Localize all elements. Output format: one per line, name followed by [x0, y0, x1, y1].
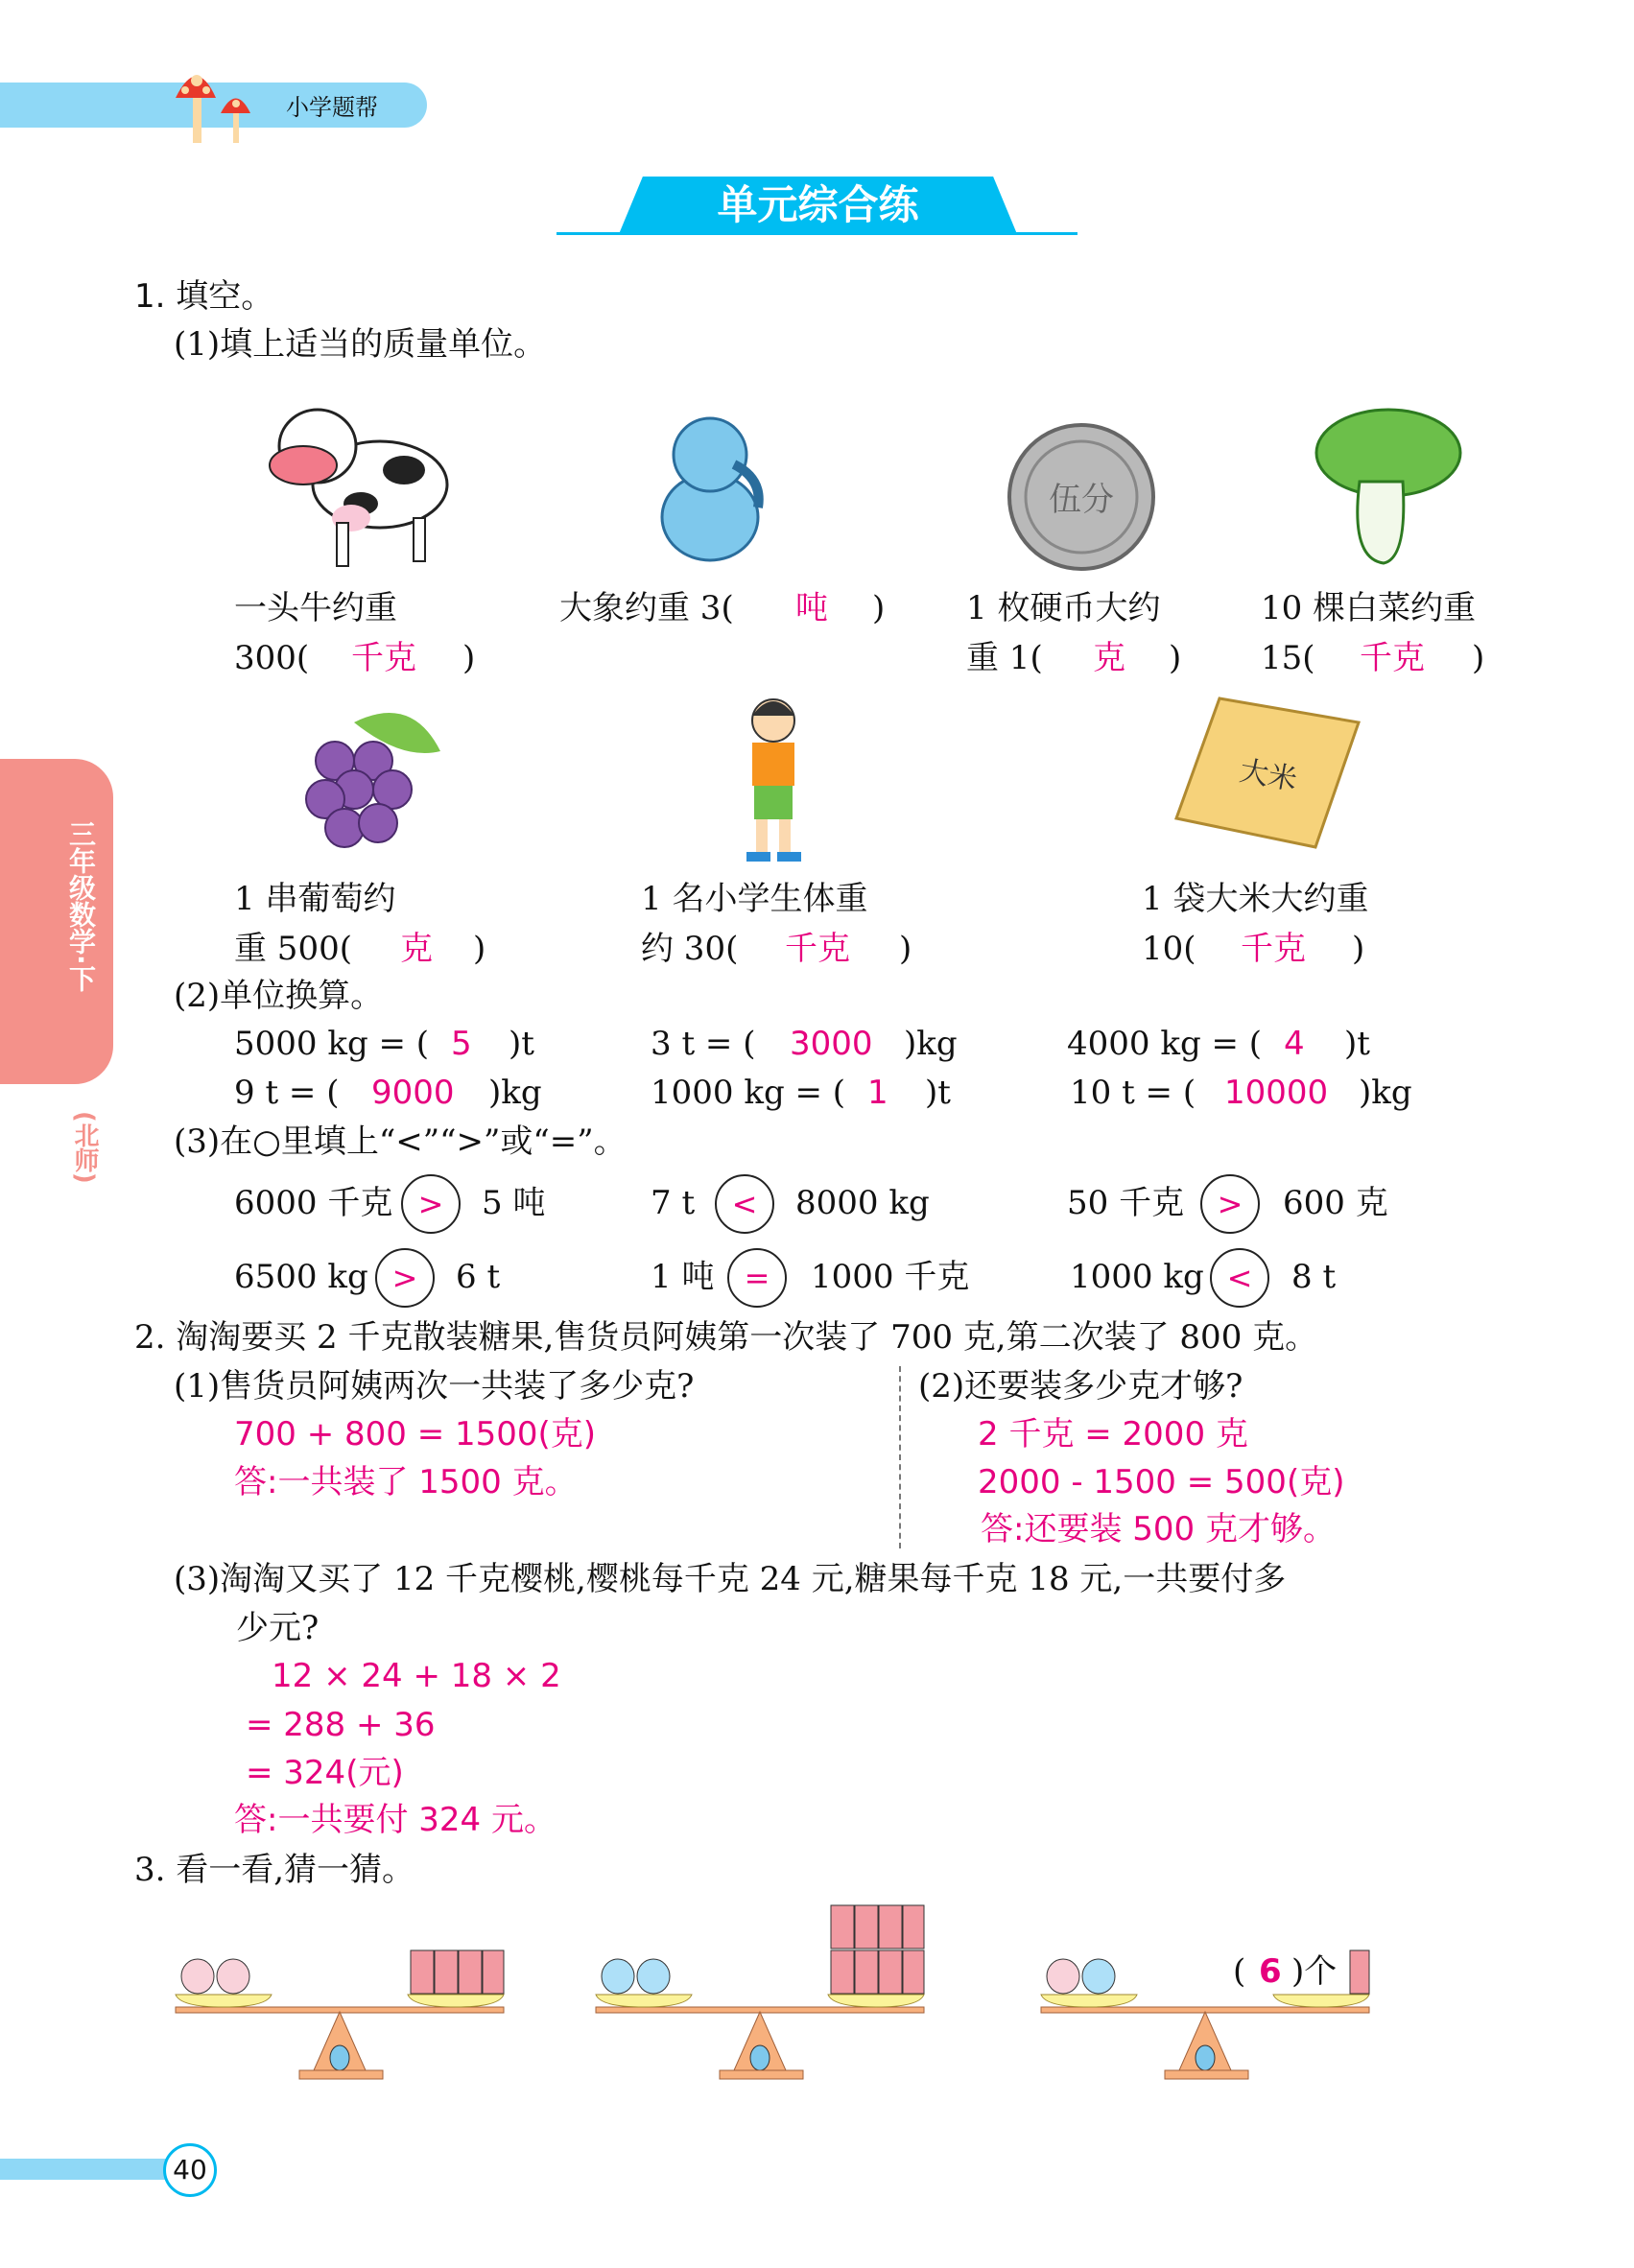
rice-close: ) [1352, 930, 1365, 968]
conv-2-post: )t [1344, 1025, 1370, 1063]
q2-p3-line-3[interactable]: 答:一共要付 324 元。 [234, 1801, 557, 1839]
student-text-line2: 约 30( [641, 930, 739, 968]
cmp-3-a: 6500 kg [234, 1258, 368, 1296]
q1-heading: 1. 填空。 [134, 277, 274, 316]
cmp-1-op[interactable]: < [715, 1174, 774, 1234]
q2-p3-line-0[interactable]: 12 × 24 + 18 × 2 [272, 1657, 561, 1695]
conv-1-answer[interactable]: 3000 [790, 1025, 873, 1063]
scale-1 [176, 1950, 504, 2079]
student-text-line1: 1 名小学生体重 [641, 880, 868, 918]
q3-answer[interactable]: 6 [1259, 1952, 1282, 1991]
conv-5-pre: 10 t = ( [1070, 1074, 1196, 1112]
conv-5-answer[interactable]: 10000 [1224, 1074, 1329, 1112]
q2-p2-line-1[interactable]: 2000 - 1500 = 500(克) [978, 1463, 1345, 1501]
boy-image [716, 687, 832, 864]
grapes-text-line1: 1 串葡萄约 [234, 880, 396, 918]
q2-p1-line-0[interactable]: 700 + 800 = 1500(克) [234, 1415, 597, 1453]
page-number: 40 [163, 2143, 217, 2197]
coin-text-line2: 重 1( [966, 639, 1043, 677]
cabbage-close: ) [1472, 639, 1485, 677]
q3-heading: 3. 看一看,猜一猜。 [134, 1851, 415, 1889]
cow-text-line2: 300( [234, 639, 310, 677]
conv-0-answer[interactable]: 5 [451, 1025, 472, 1063]
coin-text-line1: 1 枚硬币大约 [966, 589, 1161, 627]
q2-p1-label: (1)售货员阿姨两次一共装了多少克? [174, 1367, 695, 1406]
cmp-4-a: 1 吨 [651, 1258, 715, 1296]
conv-4-pre: 1000 kg = ( [651, 1074, 846, 1112]
conv-4-answer[interactable]: 1 [867, 1074, 888, 1112]
rice-text-line1: 1 袋大米大约重 [1142, 880, 1369, 918]
coin-label: 伍分 [1049, 481, 1114, 519]
cmp-0-op[interactable]: > [401, 1174, 461, 1234]
cmp-2-op[interactable]: > [1200, 1174, 1260, 1234]
conv-0-post: )t [509, 1025, 534, 1063]
student-answer[interactable]: 千克 [785, 930, 850, 968]
q2-p2-label: (2)还要装多少克才够? [918, 1367, 1243, 1406]
q1-p3-label: (3)在○里填上“<”“>”或“=”。 [174, 1122, 627, 1161]
rice-bag-image [1172, 694, 1363, 853]
conv-2-answer[interactable]: 4 [1284, 1025, 1305, 1063]
q2-heading: 2. 淘淘要买 2 千克散装糖果,售货员阿姨第一次装了 700 克,第二次装了 800 克。 [134, 1318, 1318, 1357]
side-tab-edition: (北师) [70, 1111, 99, 1184]
coin-close: ) [1169, 639, 1182, 677]
divider-dashed [899, 1366, 901, 1548]
coin-image [1005, 422, 1158, 573]
conv-2-pre: 4000 kg = ( [1067, 1025, 1263, 1063]
conv-4-post: )t [925, 1074, 951, 1112]
brand-label: 小学题帮 [286, 94, 378, 121]
q2-p2-line-0[interactable]: 2 千克 = 2000 克 [978, 1415, 1248, 1453]
conv-3-answer[interactable]: 9000 [371, 1074, 455, 1112]
scale-2 [596, 1905, 924, 2079]
coin-answer[interactable]: 克 [1093, 639, 1125, 677]
cmp-0-a: 6000 千克 [234, 1184, 393, 1222]
cmp-3-op[interactable]: > [375, 1248, 435, 1308]
q2-p3-label-2: 少元? [236, 1609, 320, 1647]
q3-answer-open: ( [1233, 1952, 1246, 1991]
grapes-text-line2: 重 500( [234, 930, 352, 968]
cmp-5-op[interactable]: < [1210, 1248, 1269, 1308]
grapes-close: ) [473, 930, 486, 968]
rice-bag-label: 大米 [1237, 754, 1300, 798]
elephant-text: 大象约重 3( [559, 589, 734, 627]
cmp-0-b: 5 吨 [482, 1184, 546, 1222]
q1-p1-label: (1)填上适当的质量单位。 [174, 325, 547, 364]
page-title: 单元综合练 [717, 181, 919, 228]
cmp-5-a: 1000 kg [1070, 1258, 1204, 1296]
cabbage-text-line2: 15( [1261, 639, 1315, 677]
cow-text-line1: 一头牛约重 [234, 589, 397, 627]
cmp-5-b: 8 t [1291, 1258, 1337, 1296]
conv-0-pre: 5000 kg = ( [234, 1025, 430, 1063]
q1-p2-label: (2)单位换算。 [174, 977, 384, 1015]
q2-p3-line-1[interactable]: = 288 + 36 [246, 1706, 436, 1744]
elephant-answer[interactable]: 吨 [795, 589, 828, 627]
q2-p3-line-2[interactable]: = 324(元) [246, 1754, 404, 1792]
q2-p3-label-1: (3)淘淘又买了 12 千克樱桃,樱桃每千克 24 元,糖果每千克 18 元,一共要付多 [174, 1560, 1287, 1598]
side-tab-label: 三年级数学·下 [65, 820, 97, 992]
elephant-close: ) [872, 589, 886, 627]
q3-answer-close: )个 [1291, 1952, 1338, 1991]
cmp-1-a: 7 t [651, 1184, 696, 1222]
cmp-2-b: 600 克 [1283, 1184, 1388, 1222]
conv-1-pre: 3 t = ( [651, 1025, 756, 1063]
mushroom-icon [168, 59, 273, 146]
q2-p2-line-2[interactable]: 答:还要装 500 克才够。 [981, 1510, 1336, 1548]
grapes-image [296, 694, 445, 858]
footer-bar [0, 2159, 168, 2180]
cmp-4-op[interactable]: = [727, 1248, 787, 1308]
cabbage-image [1312, 405, 1465, 568]
cow-close: ) [462, 639, 476, 677]
conv-3-pre: 9 t = ( [234, 1074, 340, 1112]
cmp-3-b: 6 t [456, 1258, 501, 1296]
cow-image [260, 379, 460, 576]
conv-1-post: )kg [904, 1025, 958, 1063]
conv-3-post: )kg [488, 1074, 542, 1112]
conv-5-post: )kg [1359, 1074, 1412, 1112]
q2-p1-line-1[interactable]: 答:一共装了 1500 克。 [234, 1463, 578, 1501]
cabbage-text-line1: 10 棵白菜约重 [1261, 589, 1477, 627]
cow-answer[interactable]: 千克 [351, 639, 416, 677]
cmp-2-a: 50 千克 [1067, 1184, 1185, 1222]
elephant-image [643, 402, 777, 571]
balance-scales [0, 1880, 1634, 2091]
cmp-4-b: 1000 千克 [811, 1258, 970, 1296]
grapes-answer[interactable]: 克 [400, 930, 433, 968]
rice-answer[interactable]: 千克 [1241, 930, 1306, 968]
cmp-1-b: 8000 kg [795, 1184, 930, 1222]
rice-text-line2: 10( [1142, 930, 1196, 968]
cabbage-answer[interactable]: 千克 [1360, 639, 1425, 677]
student-close: ) [899, 930, 912, 968]
